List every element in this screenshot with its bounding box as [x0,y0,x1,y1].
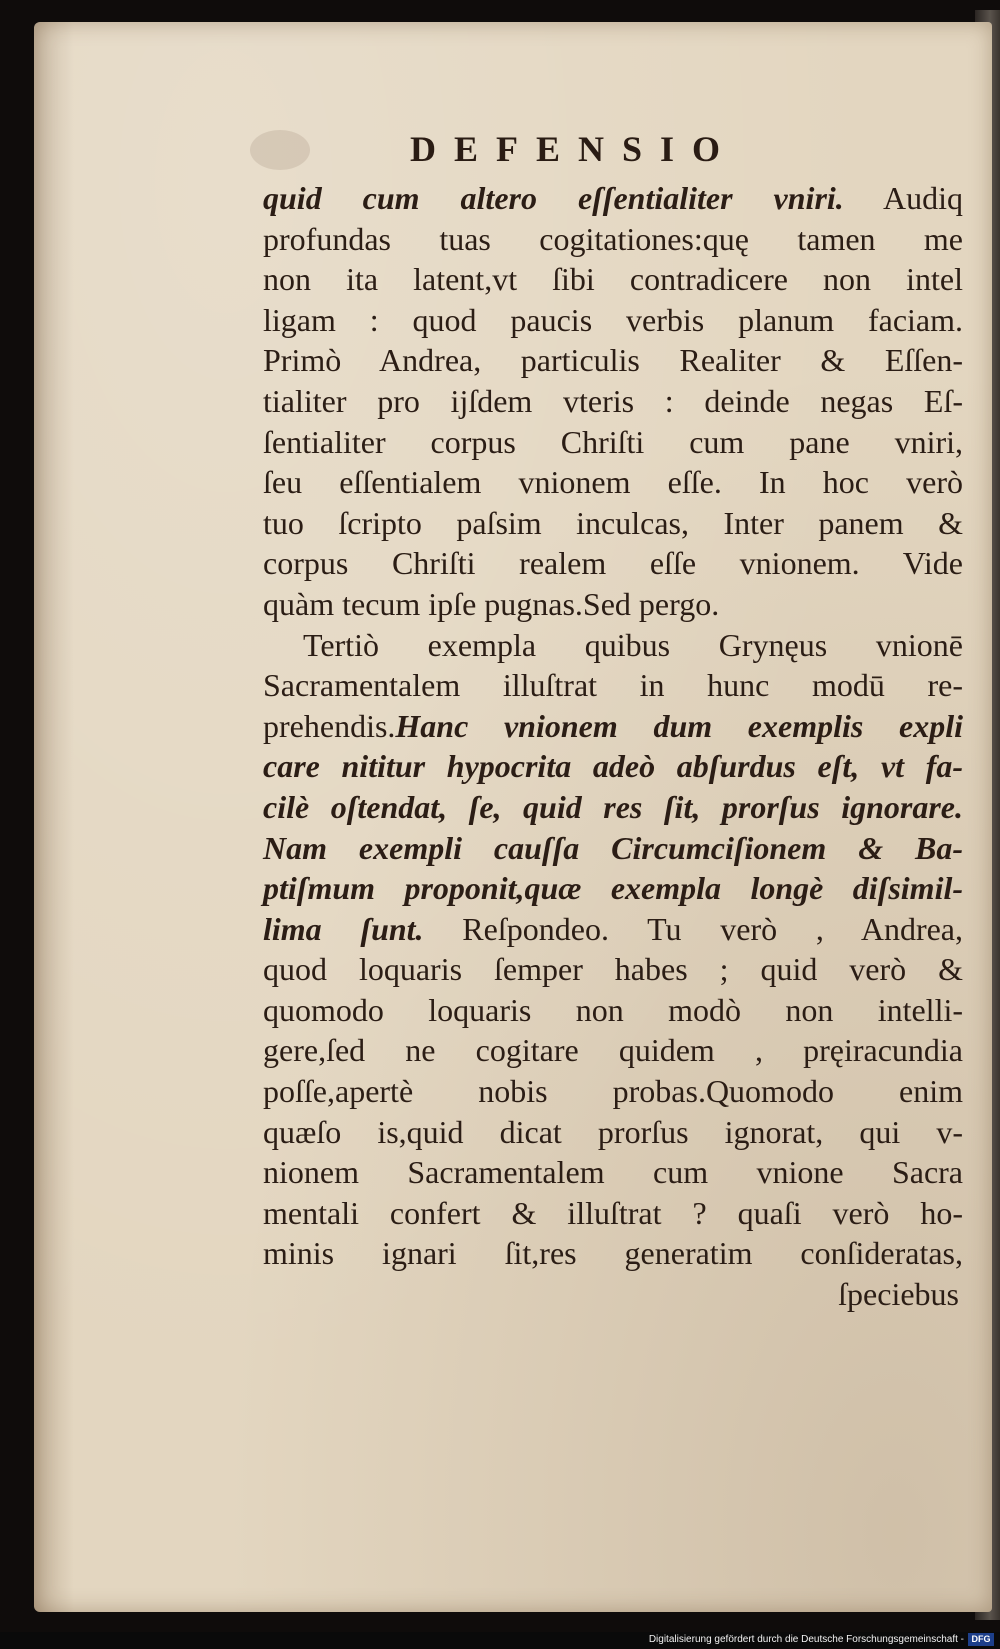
text-line [263,665,963,706]
italic-segment: care nititur hypocrita adeò abſurdus eſt, vt fa- [263,748,963,785]
text-segment: tialiter pro ijſdem vteris : deinde negas Eſ- [263,382,963,419]
text-segment: ſeu eſſentialem vnionem eſſe. In hoc verò [263,464,963,501]
text-line [263,1030,963,1071]
text-line [263,259,963,300]
text-segment: quàm tecum ipſe pugnas.Sed pergo. [263,585,720,622]
text-line [263,1071,963,1112]
text-line [263,1233,963,1274]
ink-smudge [250,130,310,170]
text-segment: tuo ſcripto paſsim inculcas, Inter panem & [263,504,963,541]
text-segment: ligam : quod paucis verbis planum faciam. [263,301,963,338]
text-line [263,219,963,260]
text-line [263,868,963,909]
text-line [263,503,963,544]
text-line [263,990,963,1031]
text-line [263,1152,963,1193]
text-segment: Primò Andrea, particulis Realiter & Eſſen- [263,342,963,379]
italic-segment: quid cum altero eſſentialiter vniri. [263,180,844,216]
text-line [263,178,963,219]
text-segment: poſſe,apertè nobis probas.Quomodo enim [263,1073,963,1110]
text-line [263,706,963,747]
italic-segment: ptiſmum proponit,quæ exempla longè diſsimil- [263,870,963,907]
text-line [263,746,963,787]
text-segment: quæſo is,quid dicat prorſus ignorat, qui v- [263,1113,963,1150]
text-line [263,340,963,381]
text-line [263,462,963,503]
text-segment: nionem Sacramentalem cum vnione Sacra [263,1154,963,1191]
italic-segment: Hanc vnionem dum exemplis expli [395,707,963,744]
text-line [263,909,963,950]
italic-segment: cilè oſtendat, ſe, quid res ſit, prorſus ignorare. [263,788,963,825]
text-segment: Audiq [843,180,964,216]
text-segment: quomodo loquaris non modò non intelli- [263,991,963,1028]
running-head: DEFENSIO [410,129,739,169]
text-segment: profundas tuas cogitationes:quę tamen me [263,220,963,257]
text-segment: prehendis. [263,707,396,744]
text-line [263,300,963,341]
text-line [263,1193,963,1234]
text-line [263,787,963,828]
italic-segment: lima ſunt. [263,910,424,947]
text-line [263,828,963,869]
text-segment: gere,ſed ne cogitare quidem , pręiracundia [263,1032,963,1069]
italic-segment: Nam exempli cauſſa Circumciſionem & Ba- [263,829,963,866]
text-line [263,422,963,463]
text-segment: Tertiò exempla quibus Grynęus vnionē [303,626,963,663]
text-segment: corpus Chriſti realem eſſe vnionem. Vide [263,545,963,582]
text-segment: mentali confert & illuſtrat ? quaſi verò ho- [263,1194,963,1231]
text-segment: quod loquaris ſemper habes ; quid verò & [263,951,963,988]
text-line [263,584,963,625]
text-line [263,381,963,422]
catchword: ſpeciebus [838,1276,959,1313]
dfg-logo-icon: DFG [968,1633,994,1646]
text-segment: minis ignari ſit,res generatim conſideratas, [263,1235,963,1272]
footer-credit: Digitalisierung gefördert durch die Deutsche Forschungsgemeinschaft - [648,1634,964,1645]
text-segment: Reſpondeo. Tu verò , Andrea, [423,910,964,947]
text-segment: non ita latent,vt ſibi contradicere non intel [263,261,963,298]
text-segment: ſentialiter corpus Chriſti cum pane vniri, [263,423,963,460]
text-line [263,949,963,990]
text-line [263,543,963,584]
text-line [263,1112,963,1153]
body-text [263,178,963,1315]
text-segment: Sacramentalem illuſtrat in hunc modū re- [263,667,963,704]
text-line [263,625,963,666]
